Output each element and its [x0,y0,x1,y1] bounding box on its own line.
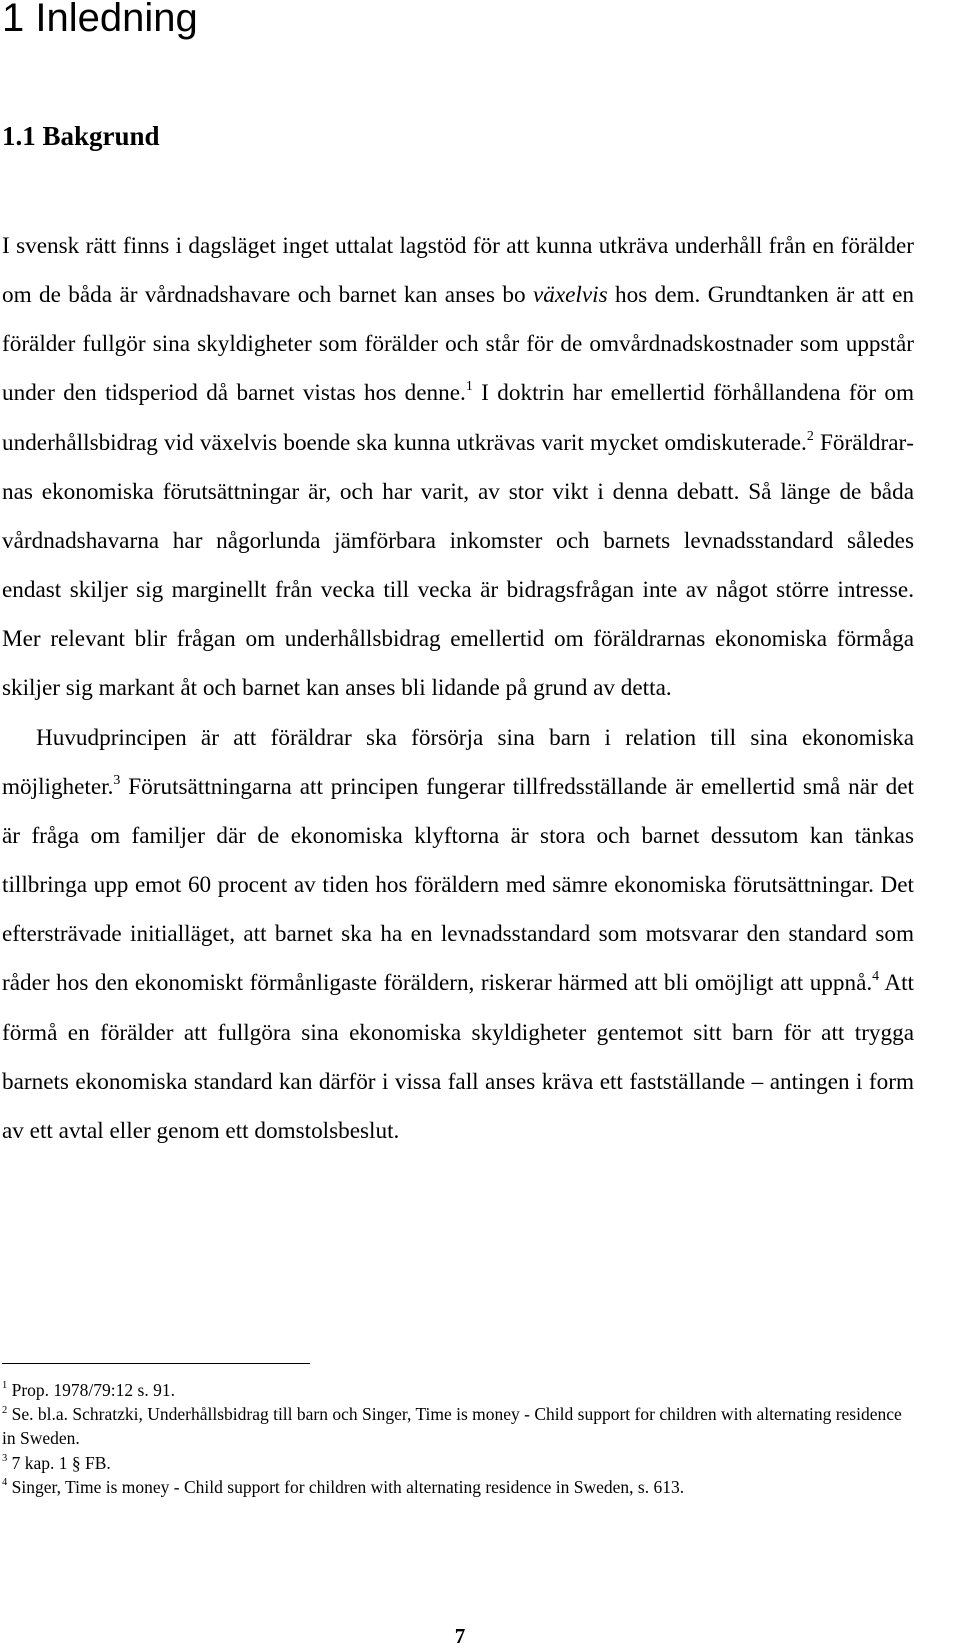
footnote-number: 1 [2,1380,8,1392]
footnote-number: 4 [2,1477,8,1489]
page-number: 7 [454,1624,466,1648]
text-segment: I svensk rätt finns i dagsläget inget uttalat lagstöd för att kunna utkräva underhåll från en förälder om de båda är vårdnadshavare och barnet kan anses bo [2,233,914,309]
text-segment: I doktrin har emellertid förhållandena för om underhållsbidrag vid växelvis boende ska kunna utkrävas varit mycket omdiskuterade. [2,380,914,456]
footnote-text: 7 kap. 1 § FB. [7,1452,111,1473]
emphasis-text: växelvis [532,282,608,309]
footnote-ref-2: 2 [806,428,814,444]
text-segment: hos dem. Grundtanken är att en förälder fullgör sina skyldigheter som förälder och står för de omvårdnadskostnader som uppstår under den tidsperiod då barnet vistas hos denne. [2,282,914,407]
chapter-heading: 1 Inledning [2,0,198,40]
footnote-number: 3 [2,1453,8,1465]
footnote-ref-1: 1 [465,379,473,395]
footnote-4 [2,1475,914,1499]
footnote-3 [2,1451,914,1475]
footnote-text: Se. bl.a. Schratzki, Underhållsbidrag till barn och Singer, Time is money - Child support for children with alternating residence in Sweden. [2,1404,902,1449]
text-segment: Huvudprincipen är att föräldrar ska försörja sina barn i relation till sina ekonomiska möjligheter. [2,724,914,800]
paragraph-1 [2,222,914,714]
text-segment: Förutsättningarna att principen fungerar tillfredsställande är emellertid små när det är fråga om familjer där de ekonomiska klyftorna är stora och barnet dessutom kan tänkas tillbringa upp emot 60 procent av tiden hos föräldern med sämre ekonomiska förutsättningar. Det eftersträvade initialläget, att barnet ska ha en levnadsstandard som motsvarar den standard som råder hos den ekonomiskt förmånligaste föräldern, riskerar härmed att bli omöjligt att uppnå. [2,773,914,997]
footnote-ref-4: 4 [872,969,880,985]
footnote-ref-3: 3 [113,772,121,788]
footnote-text: Singer, Time is money - Child support for children with alternating residence in Sweden, s. 613. [7,1476,685,1497]
footnote-text: Prop. 1978/79:12 s. 91. [7,1380,175,1400]
footnote-list [2,1378,914,1499]
paragraph-2 [2,714,914,1156]
footnote-1 [2,1378,914,1402]
footnote-number: 2 [2,1404,8,1416]
text-segment: Föräldrarnas ekonomiska förutsättningar är, och har varit, av stor vikt i denna debatt. Så länge de båda vårdnadshavarna har någorlunda jämförbara inkomster och barnets levnadsstandard således endast skiljer sig marginellt från vecka till vecka är bidragsfrågan inte av något större intresse. Mer relevant blir frågan om underhållsbidrag emellertid om föräldrarnas ekonomiska förmåga skiljer sig markant åt och barnet kan anses bli lidande på grund av detta. [2,429,914,702]
body-text [2,222,914,1156]
text-segment: Att förmå en förälder att fullgöra sina ekonomiska skyldigheter gentemot sitt barn för att trygga barnets ekonomiska standard kan därför i vissa fall anses kräva ett fastställande – antingen i form av ett avtal eller genom ett domstolsbeslut. [2,970,914,1144]
footnote-separator [2,1363,310,1364]
section-heading: 1.1 Bakgrund [2,121,160,151]
footnote-2 [2,1402,914,1450]
